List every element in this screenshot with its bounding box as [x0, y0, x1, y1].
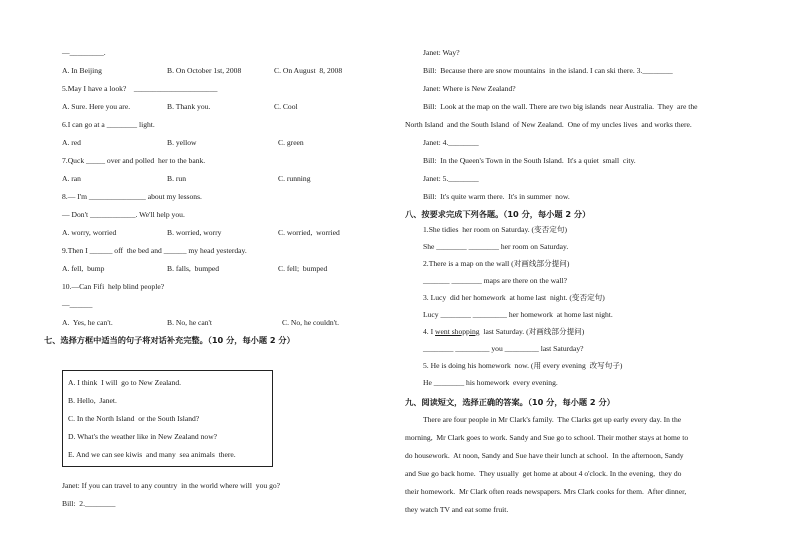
q5-option-a: A. Sure. Here you are. [62, 102, 131, 111]
section-8-heading: 八、按要求完成下列各题。（10 分，每小题 2 分） [405, 209, 591, 219]
section-9-heading: 九、阅读短文，选择正确的答案。（10 分，每小题 2 分） [405, 397, 615, 407]
task-1: 1.She tidies her room on Saturday. (变否定句) [423, 225, 567, 234]
q9-option-b: B. falls, bumped [167, 264, 220, 273]
q8-option-b: B. worried, worry [167, 228, 222, 237]
task-3: 3. Lucy did her homework at home last night. (变否定句) [423, 293, 605, 302]
q5-option-b: B. Thank you. [167, 102, 211, 111]
task-5: 5. He is doing his homework now. (用 every evening 改写句子) [423, 361, 623, 370]
task-5-answer: He ________ his homework every evening. [423, 378, 558, 387]
q8-question-line1: 8.— I'm _______________ about my lessons. [62, 192, 202, 201]
task-4-answer: ________ _________ you _________ last Saturday? [423, 344, 584, 353]
box-option-d: D. What's the weather like in New Zealand now? [68, 432, 218, 441]
q6-question: 6.I can go at a ________ light. [62, 120, 155, 129]
passage-line-4: and Sue go back home. They usually get home at about 4 o'clock. In the evening, they do [405, 469, 682, 478]
dialogue-bill-3: Bill: Because there are snow mountains in the island. I can ski there. 3.________ [423, 66, 673, 75]
q6-option-b: B. yellow [167, 138, 197, 147]
dialogue-janet-4: Janet: 4.________ [423, 138, 479, 147]
task-2-answer: _______ ________ maps are there on the wall? [423, 276, 568, 285]
q8-option-c: C. worried, worried [278, 228, 340, 237]
q6-option-c: C. green [278, 138, 304, 147]
q4-option-b: B. On October 1st, 2008 [167, 66, 242, 75]
q5-option-c: C. Cool [274, 102, 298, 111]
dialogue-bill-queens-town: Bill: In the Queen's Town in the South Island. It's a quiet small city. [423, 156, 636, 165]
q9-question: 9.Then I ______ off the bed and ______ my head yesterday. [62, 246, 247, 255]
dialogue-bill-2: Bill: 2.________ [62, 499, 116, 508]
task-4 [423, 327, 584, 337]
answer-blank-line: —_________. [62, 48, 106, 57]
q10-option-a: A. Yes, he can't. [62, 318, 113, 327]
q7-question: 7.Quck _____ over and polled her to the bank. [62, 156, 206, 165]
passage-line-1: There are four people in Mr Clark's family. The Clarks get up early every day. In the [423, 415, 682, 424]
q4-option-a: A. In Beijing [62, 66, 102, 75]
task-4-suffix: last Saturday. (对画线部分提问) [479, 327, 585, 336]
task-1-answer: She ________ ________ her room on Saturday. [423, 242, 569, 251]
box-option-c: C. In the North Island or the South Island? [68, 414, 200, 423]
q8-option-a: A. worry, worried [62, 228, 117, 237]
task-3-answer: Lucy ________ _________ her homework at home last night. [423, 310, 613, 319]
q10-option-c: C. No, he couldn't. [282, 318, 340, 327]
dialogue-janet-5: Janet: 5.________ [423, 174, 479, 183]
task-2: 2.There is a map on the wall (对画线部分提问) [423, 259, 570, 268]
passage-line-3: do housework. At noon, Sandy and Sue have their lunch at school. In the afternoon, Sandy [405, 451, 684, 460]
box-option-e: E. And we can see kiwis and many sea animals there. [68, 450, 236, 459]
passage-line-5: their homework. Mr Clark often reads newspapers. Mrs Clark cooks for them. After dinner, [405, 487, 687, 496]
dialogue-janet-way: Janet: Way? [423, 48, 460, 57]
passage-line-6: they watch TV and eat some fruit. [405, 505, 509, 514]
q10-option-b: B. No, he can't [167, 318, 213, 327]
box-option-a: A. I think I will go to New Zealand. [68, 378, 182, 387]
q5-question: 5.May I have a look? ______________________ [62, 84, 218, 93]
dialogue-janet-where: Janet: Where is New Zealand? [423, 84, 516, 93]
q10-answer-dash: —______ [62, 300, 93, 309]
q10-question: 10.—Can Fifi help blind people? [62, 282, 165, 291]
box-option-b: B. Hello, Janet. [68, 396, 117, 405]
task-4-underlined-phrase: went shopping [435, 327, 480, 336]
q9-option-c: C. fell; bumped [278, 264, 328, 273]
dialogue-bill-map-cont: North Island and the South Island of New Zealand. One of my uncles lives and works there. [405, 120, 692, 129]
q4-option-c: C. On August 8, 2008 [274, 66, 343, 75]
q6-option-a: A. red [62, 138, 81, 147]
q7-option-a: A. ran [62, 174, 81, 183]
dialogue-janet-1: Janet: If you can travel to any country in the world where will you go? [62, 481, 281, 490]
passage-line-2: morning, Mr Clark goes to work. Sandy and Sue go to school. Their mother stays at home to [405, 433, 689, 442]
q7-option-c: C. running [278, 174, 311, 183]
q7-option-b: B. run [167, 174, 186, 183]
q9-option-a: A. fell, bump [62, 264, 105, 273]
q8-question-line2: — Don't ____________. We'll help you. [62, 210, 185, 219]
section-7-heading: 七、选择方框中适当的句子将对话补充完整。（10 分，每小题 2 分） [44, 335, 295, 345]
task-4-prefix: 4. I [423, 327, 436, 336]
dialogue-bill-map: Bill: Look at the map on the wall. There are two big islands near Australia. They are the [423, 102, 698, 111]
dialogue-bill-warm: Bill: It's quite warm there. It's in summer now. [423, 192, 570, 201]
